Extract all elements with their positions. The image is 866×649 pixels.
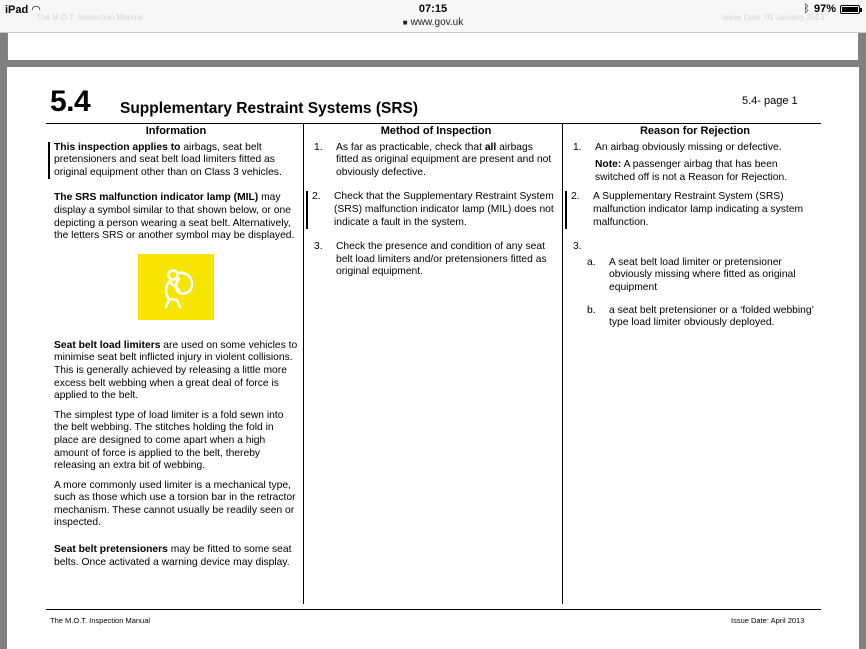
load-limiters-text: are used on some vehicles to minimise seat belt inflicted injury in violent collisions. This is generally achieved by releasing a little more excess belt webbing when a great deal of force is applied to the belt. — [54, 339, 298, 402]
url-text: www.gov.uk — [410, 17, 464, 28]
footer-issue-date: Issue Date: April 2013 — [731, 616, 805, 625]
rejection-item-3a-letter: a. — [587, 256, 596, 268]
section-title: Supplementary Restraint Systems (SRS) — [120, 100, 419, 117]
method-item-3-number: 3. — [314, 241, 323, 253]
rejection-item-3b-letter: b. — [587, 304, 596, 316]
rejection-item-1 — [573, 142, 817, 155]
load-limiters-bold: Seat belt load limiters — [54, 339, 161, 351]
section-number: 5.4 — [50, 85, 91, 118]
method-item-3-text: Check the presence and condition of any seat belt load limiters and/or pretensioners fitted as original equipment. — [336, 241, 547, 278]
method-item-2-text: Check that the Supplementary Restraint System (SRS) malfunction indicator lamp (MIL) does not indicate a fault in the system. — [334, 191, 554, 228]
battery-fill — [842, 7, 858, 12]
method-item-1-bold: all — [484, 141, 497, 153]
applies-paragraph — [48, 142, 298, 180]
mil-bold: The SRS malfunction indicator lamp (MIL) — [54, 192, 259, 204]
load-limiters-paragraph — [54, 340, 298, 403]
rejection-item-1-text: An airbag obviously missing or defective. — [595, 141, 782, 153]
ghost-title-left: The M.O.T. Inspection Manual — [36, 13, 143, 22]
applies-bold: This inspection applies to — [54, 141, 181, 153]
previous-page-edge — [7, 33, 859, 60]
bluetooth-icon: ᛒ — [803, 3, 810, 15]
viewer-frame-left — [0, 33, 7, 649]
status-right — [803, 3, 860, 15]
clock: 07:15 — [418, 3, 448, 15]
method-item-1 — [314, 142, 558, 180]
wifi-icon: ◠ — [31, 4, 41, 16]
rejection-item-1-number: 1. — [573, 141, 582, 153]
lock-icon: ■ — [402, 18, 408, 27]
mechanical-limiter-paragraph: A more commonly used limiter is a mechanical type, such as those which use a torsion bar in the retractor mechanism. These cannot usually be readily seen or inspected. — [54, 479, 296, 529]
method-heading: Method of Inspection — [380, 125, 492, 137]
applies-text: airbags, seat belt pretensioners and seat belt load limiters fitted as original equipment other than on Class 3 vehicles. — [54, 141, 282, 178]
status-bar — [0, 0, 866, 33]
page-number: 5.4- page 1 — [742, 95, 798, 107]
footer-rule — [46, 609, 821, 610]
rejection-note-text: A passenger airbag that has been switched off is not a Reason for Rejection. — [595, 159, 788, 183]
rejection-item-3b-text: a seat belt pretensioner or a ‘folded webbing’ type load limiter obviously deployed. — [609, 304, 814, 329]
airbag-warning-icon — [138, 254, 214, 320]
rejection-item-2-number: 2. — [571, 191, 580, 203]
address-bar[interactable] — [0, 17, 866, 28]
rejection-item-3 — [573, 241, 817, 254]
rejection-item-3b — [587, 305, 817, 330]
rejection-column — [573, 125, 817, 340]
method-item-2 — [306, 191, 558, 229]
pretensioners-bold: Seat belt pretensioners — [54, 544, 168, 556]
page-gap — [0, 60, 866, 67]
mil-paragraph — [54, 192, 298, 242]
rejection-item-3a — [587, 257, 817, 295]
fold-limiter-paragraph: The simplest type of load limiter is a fold sewn into the belt webbing. The stitches holding the fold in place are designed to come apart when a high amount of force is applied to the belt, thereby releasing an extra bit of webbing. — [54, 409, 284, 472]
footer-manual-title: The M.O.T. Inspection Manual — [50, 616, 151, 625]
battery-icon — [840, 5, 860, 14]
information-column — [54, 125, 298, 576]
pretensioners-text: may be fitted to some seat belts. Once activated a warning device may display. — [54, 544, 292, 568]
rejection-note-bold: Note: — [595, 159, 622, 171]
header-rule — [46, 123, 821, 124]
battery-percent: 97% — [813, 3, 836, 15]
airbag-symbol-icon — [153, 264, 199, 310]
information-heading: Information — [145, 125, 207, 137]
pretensioners-paragraph — [54, 544, 298, 569]
rejection-item-2 — [565, 191, 817, 229]
method-item-3 — [314, 241, 558, 279]
ghost-title-right: Issue Date: 01 January 2013 — [722, 13, 825, 22]
method-item-1-number: 1. — [314, 141, 323, 153]
method-column — [314, 125, 558, 291]
mil-text: may display a symbol similar to that shown below, or one depicting a person wearing a seat belt. Alternatively, the letters SRS or another symbol may be displayed. — [54, 192, 295, 242]
rejection-heading: Reason for Rejection — [639, 125, 751, 137]
rejection-note — [595, 159, 817, 184]
method-item-1-pre: As far as practicable, check that — [336, 141, 485, 153]
column-divider-1 — [303, 124, 304, 604]
column-divider-2 — [562, 124, 563, 604]
method-item-1-text — [336, 142, 558, 180]
method-item-2-number: 2. — [312, 191, 321, 203]
rejection-item-3-number: 3. — [573, 241, 582, 253]
device-name: iPad — [5, 4, 29, 16]
method-item-1-post: airbags fitted as original equipment are present and not obviously defective. — [336, 141, 552, 178]
viewer-frame-right — [859, 33, 866, 649]
document-page — [7, 67, 859, 649]
rejection-item-2-text: A Supplementary Restraint System (SRS) malfunction indicator lamp indicating a system malfunction. — [593, 191, 804, 228]
rejection-item-3a-text: A seat belt load limiter or pretensioner obviously missing where fitted as original equipment — [609, 256, 796, 293]
